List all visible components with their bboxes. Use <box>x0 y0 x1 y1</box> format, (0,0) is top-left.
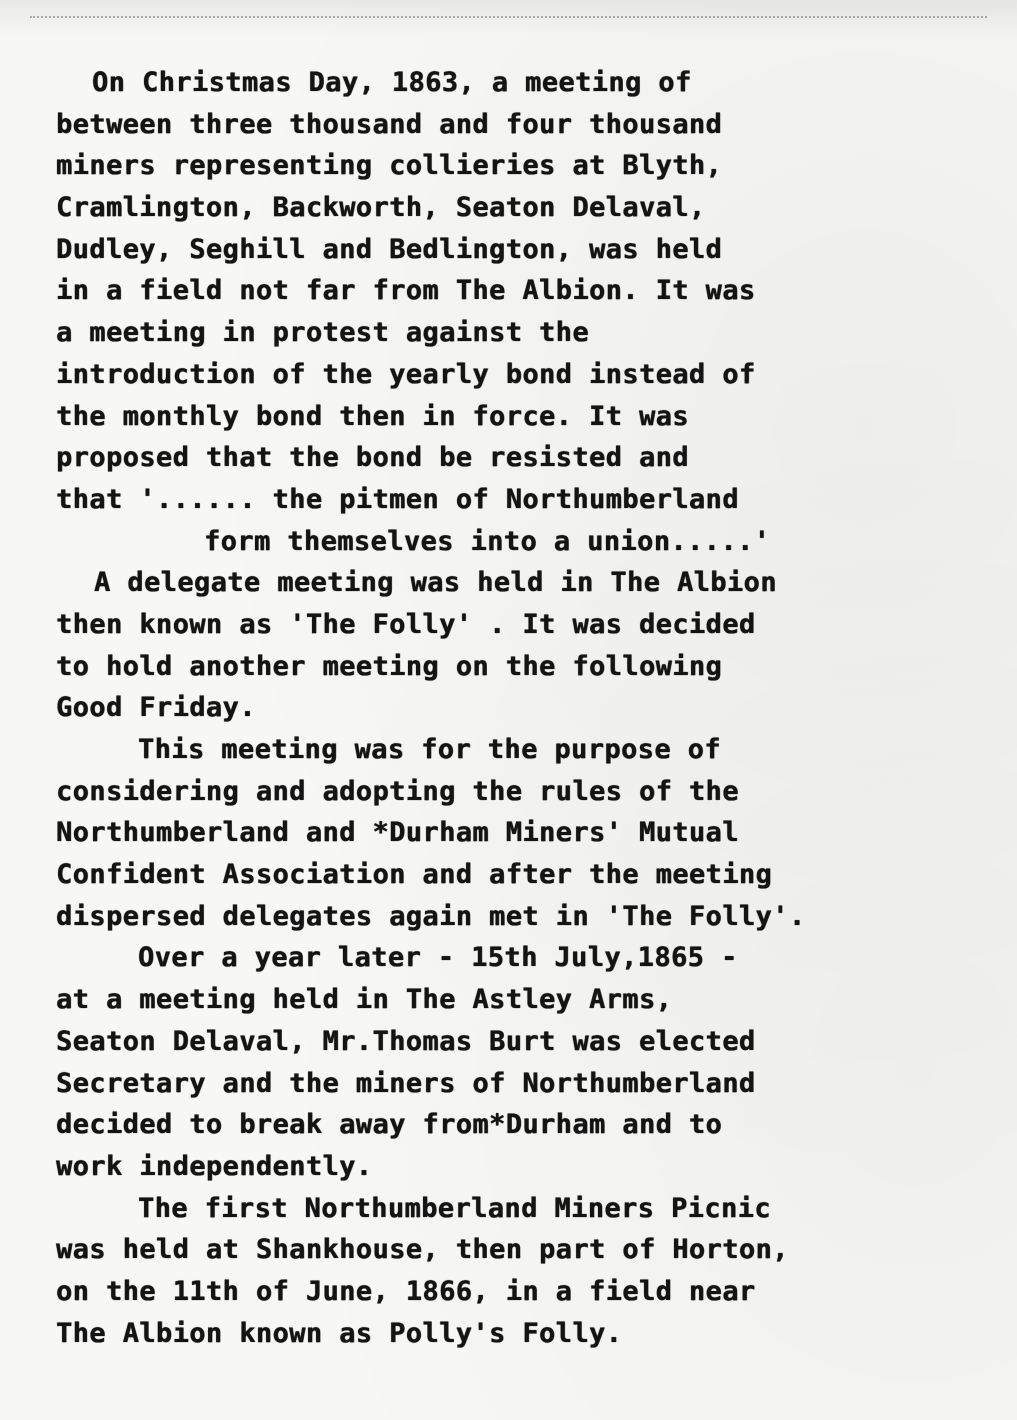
typed-text-block <box>0 62 1017 1354</box>
text-line: Confident Association and after the meeting <box>56 859 773 891</box>
text-line: The first Northumberland Miners Picnic <box>138 1192 771 1224</box>
text-line: at a meeting held in The Astley Arms, <box>56 984 673 1016</box>
text-line: Northumberland and *Durham Miners' Mutual <box>56 817 739 849</box>
text-line: between three thousand and four thousand <box>56 108 723 140</box>
text-line: Over a year later - 15th July,1865 - <box>138 942 738 974</box>
text-line: This meeting was for the purpose of <box>138 734 721 765</box>
text-line: form themselves into a union.....' <box>204 525 771 557</box>
text-line: was held at Shankhouse, then part of Horton, <box>56 1234 789 1266</box>
text-line: dispersed delegates again met in 'The Folly'. <box>56 900 806 932</box>
text-line: Good Friday. <box>56 692 256 724</box>
text-line: introduction of the yearly bond instead of <box>56 358 756 390</box>
text-line: miners representing collieries at Blyth, <box>56 150 723 182</box>
text-line: A delegate meeting was held in The Albion <box>94 567 777 599</box>
text-line: Secretary and the miners of Northumberland <box>56 1067 756 1099</box>
text-line: work independently. <box>56 1150 373 1182</box>
text-line: decided to break away from*Durham and to <box>56 1109 723 1141</box>
text-line: then known as 'The Folly' . It was decided <box>56 608 756 640</box>
text-line: The Albion known as Polly's Folly. <box>56 1317 623 1349</box>
text-line: considering and adopting the rules of the <box>56 775 739 807</box>
text-line: Dudley, Seghill and Bedlington, was held <box>56 233 723 265</box>
text-line: On Christmas Day, 1863, a meeting of <box>92 67 692 98</box>
text-line: Seaton Delaval, Mr.Thomas Burt was elected <box>56 1025 756 1057</box>
text-line: on the 11th of June, 1866, in a field near <box>56 1275 756 1307</box>
text-line: Cramlington, Backworth, Seaton Delaval, <box>56 192 706 224</box>
text-line: that '...... the pitmen of Northumberland <box>56 483 739 515</box>
text-line: proposed that the bond be resisted and <box>56 442 689 474</box>
text-line: in a field not far from The Albion. It was <box>56 275 756 307</box>
top-edge-smudge <box>0 0 1017 38</box>
text-line: to hold another meeting on the following <box>56 650 723 682</box>
text-line: the monthly bond then in force. It was <box>56 400 689 432</box>
text-line: a meeting in protest against the <box>56 317 589 349</box>
